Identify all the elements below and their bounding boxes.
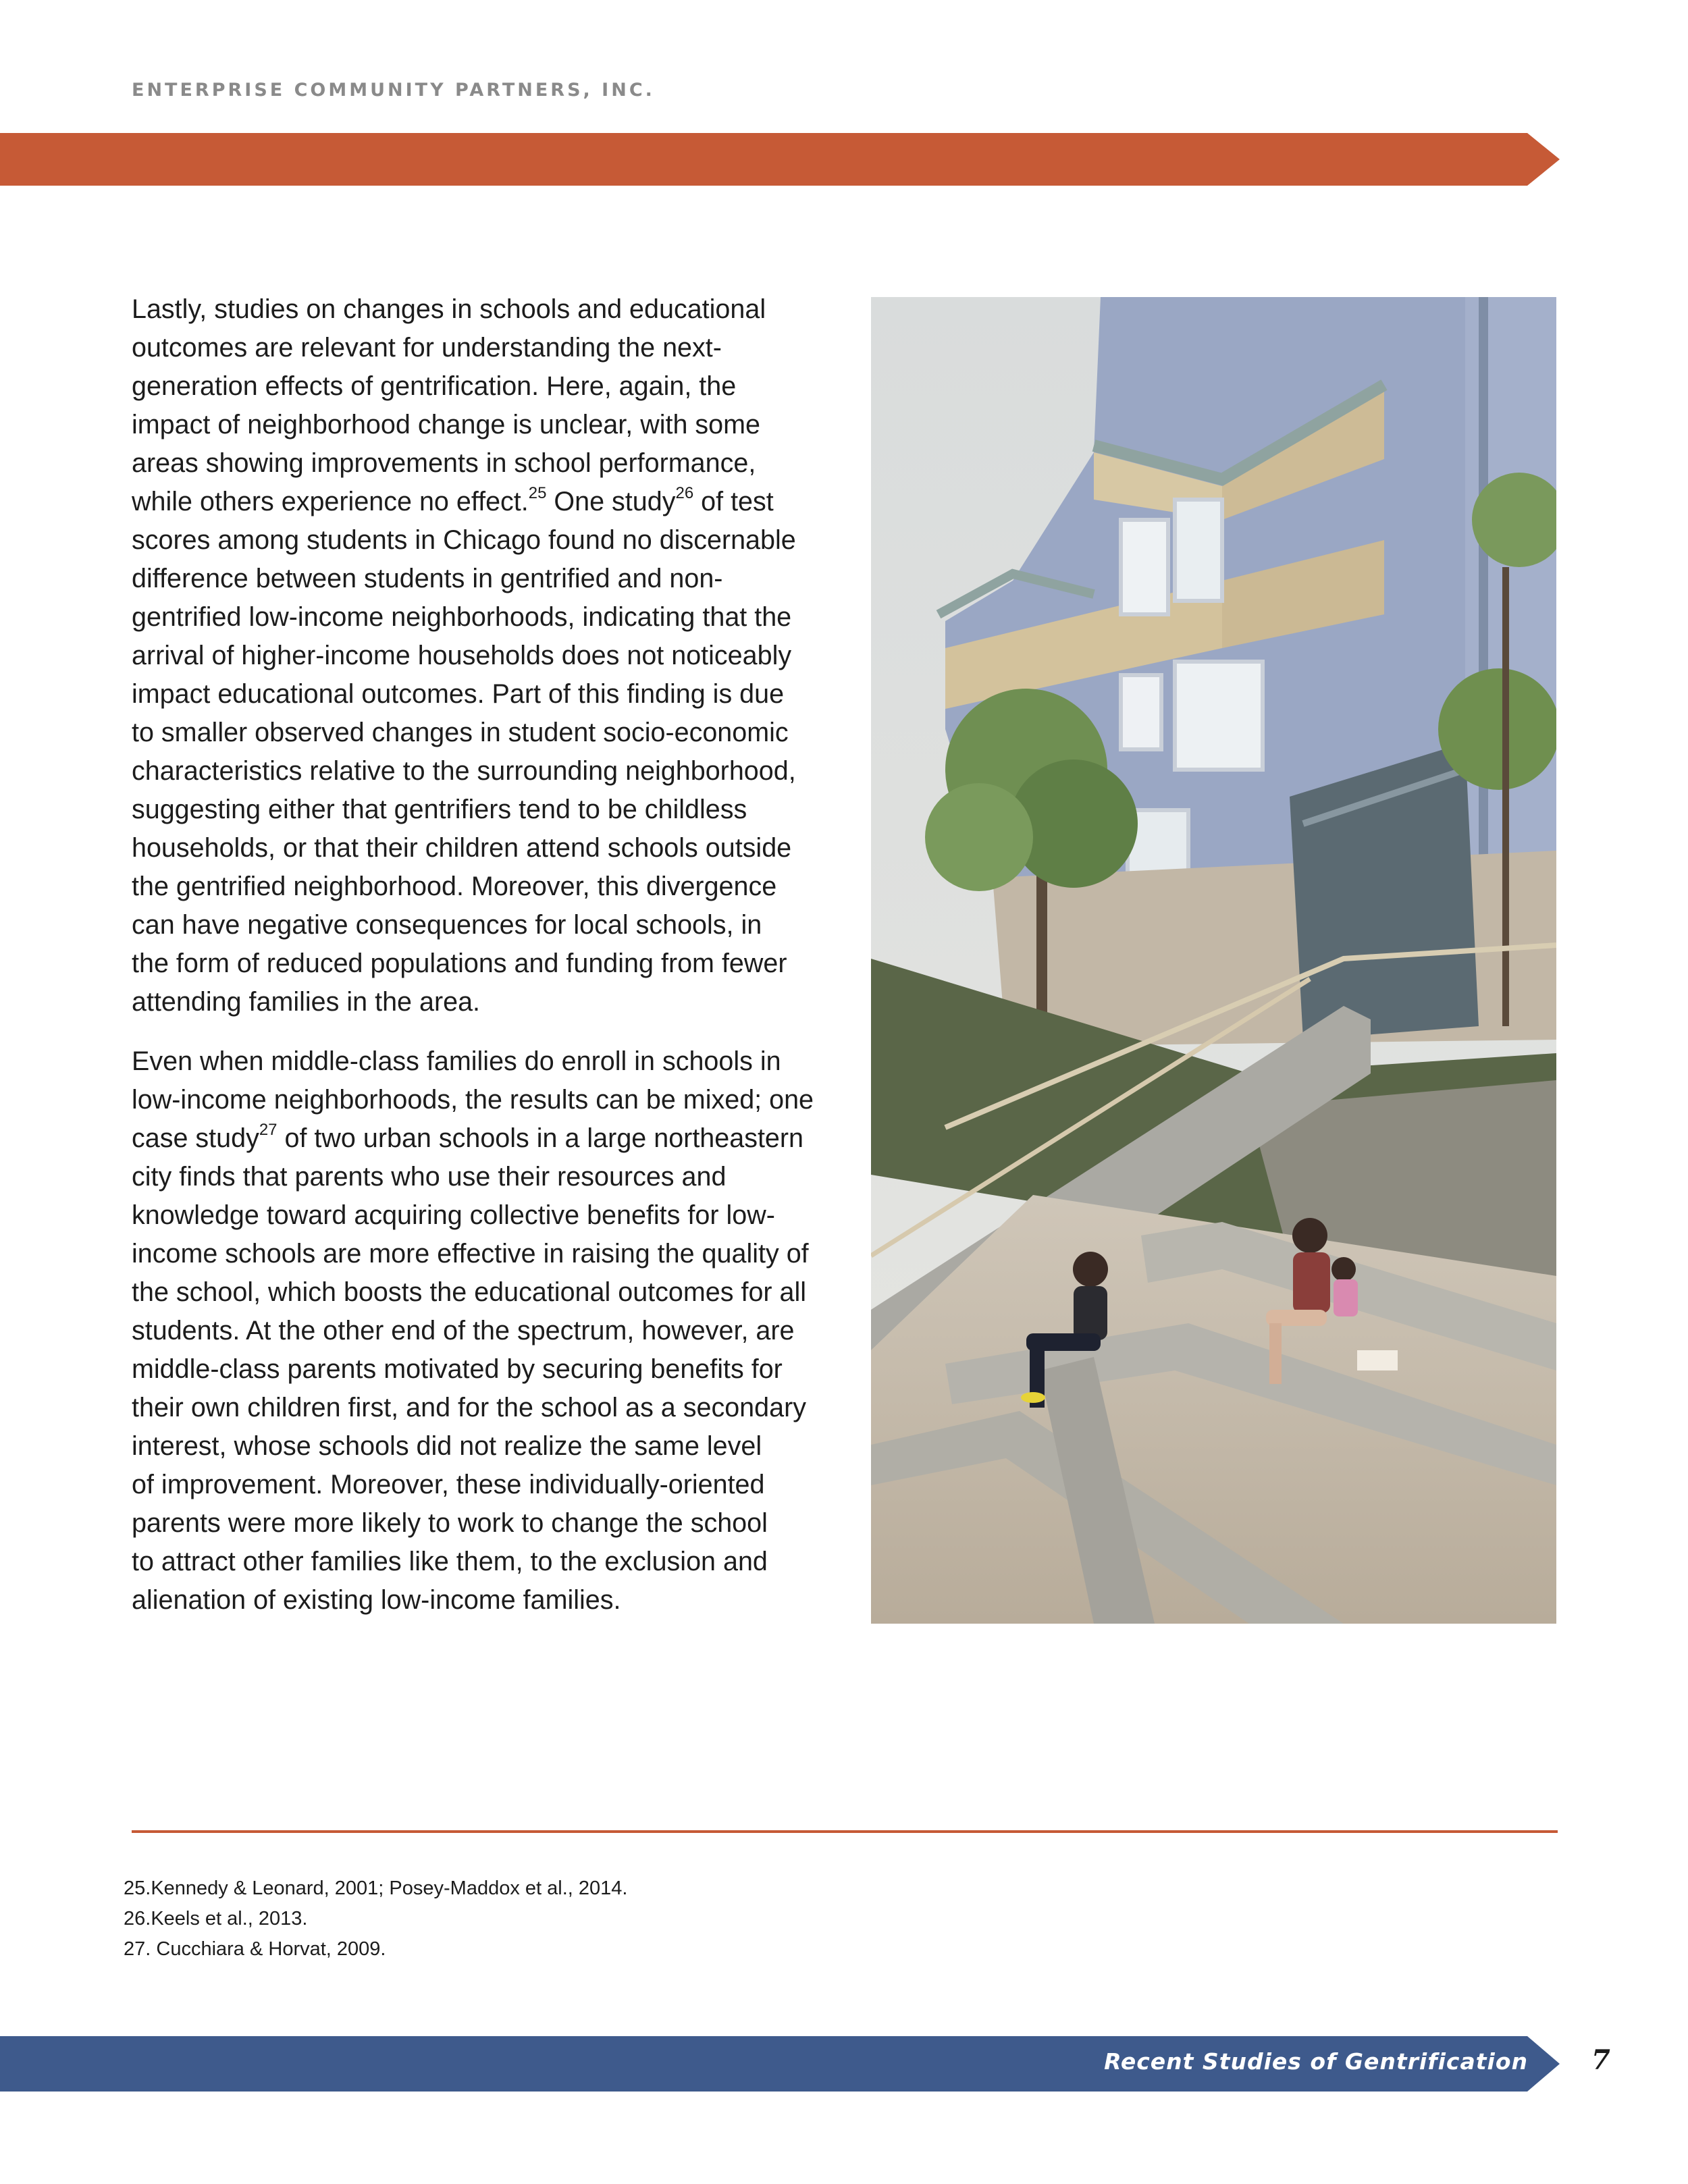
building-stairs-photo bbox=[871, 297, 1556, 1624]
text-line: middle-class parents motivated by securing benefits for bbox=[132, 1354, 783, 1384]
text-line: scores among students in Chicago found no discernable bbox=[132, 525, 796, 555]
text-line: parents were more likely to work to change the school bbox=[132, 1508, 768, 1538]
text-line: the form of reduced populations and funding from fewer bbox=[132, 949, 787, 978]
text-line: low-income neighborhoods, the results can be mixed; one bbox=[132, 1085, 814, 1115]
text-line: knowledge toward acquiring collective benefits for low- bbox=[132, 1200, 775, 1230]
text-segment: while others experience no effect. bbox=[132, 487, 529, 516]
text-line: income schools are more effective in raising the quality of bbox=[132, 1239, 809, 1269]
footnote-ref: 25 bbox=[528, 483, 547, 502]
footnote-26: 26.Keels et al., 2013. bbox=[124, 1908, 308, 1929]
text-line: characteristics relative to the surrounding neighborhood, bbox=[132, 756, 796, 786]
organization-name: ENTERPRISE COMMUNITY PARTNERS, INC. bbox=[132, 80, 655, 101]
page-number: 7 bbox=[1591, 2044, 1610, 2076]
text-line: attending families in the area. bbox=[132, 987, 481, 1017]
text-line: outcomes are relevant for understanding the next- bbox=[132, 333, 722, 363]
text-line bbox=[132, 483, 827, 521]
paragraph-2 bbox=[132, 1042, 827, 1620]
footnote-divider bbox=[132, 1830, 1558, 1833]
section-title: Recent Studies of Gentrification bbox=[1104, 2048, 1528, 2075]
text-line: alienation of existing low-income families. bbox=[132, 1585, 621, 1615]
text-line: city finds that parents who use their resources and bbox=[132, 1162, 727, 1192]
text-line: students. At the other end of the spectrum, however, are bbox=[132, 1316, 795, 1346]
text-segment: of two urban schools in a large northeastern bbox=[277, 1123, 804, 1153]
text-line: can have negative consequences for local schools, in bbox=[132, 910, 762, 940]
text-line: gentrified low-income neighborhoods, indicating that the bbox=[132, 602, 792, 632]
text-line: impact of neighborhood change is unclear, with some bbox=[132, 410, 761, 440]
text-line: arrival of higher-income households does not noticeably bbox=[132, 641, 792, 670]
footnote-ref: 27 bbox=[259, 1120, 278, 1139]
text-line: impact educational outcomes. Part of this finding is due bbox=[132, 679, 785, 709]
text-segment: of test bbox=[693, 487, 774, 516]
text-line: Even when middle-class families do enroll in schools in bbox=[132, 1046, 781, 1076]
text-line: their own children first, and for the school as a secondary bbox=[132, 1393, 806, 1422]
text-line bbox=[132, 1119, 827, 1158]
footnote-25: 25.Kennedy & Leonard, 2001; Posey-Maddox et al., 2014. bbox=[124, 1877, 628, 1899]
text-line: households, or that their children attend schools outside bbox=[132, 833, 792, 863]
text-line: the school, which boosts the educational outcomes for all bbox=[132, 1277, 807, 1307]
text-line: areas showing improvements in school performance, bbox=[132, 448, 756, 478]
body-text bbox=[132, 290, 827, 1641]
text-line: generation effects of gentrification. Here, again, the bbox=[132, 371, 737, 401]
text-line: interest, whose schools did not realize the same level bbox=[132, 1431, 762, 1461]
text-line: suggesting either that gentrifiers tend to be childless bbox=[132, 795, 747, 824]
text-segment: One study bbox=[546, 487, 676, 516]
header-arrow-band bbox=[0, 133, 1560, 186]
footnotes bbox=[124, 1873, 627, 1965]
header-arrow-shape bbox=[0, 133, 1560, 186]
text-line: to smaller observed changes in student socio-economic bbox=[132, 718, 789, 747]
text-line: the gentrified neighborhood. Moreover, this divergence bbox=[132, 872, 777, 901]
footnote-ref: 26 bbox=[675, 483, 694, 502]
text-segment: case study bbox=[132, 1123, 259, 1153]
text-line: Lastly, studies on changes in schools and educational bbox=[132, 294, 766, 324]
footnote-27: 27. Cucchiara & Horvat, 2009. bbox=[124, 1938, 386, 1960]
text-line: difference between students in gentrified and non- bbox=[132, 564, 723, 593]
paragraph-1 bbox=[132, 290, 827, 1021]
text-line: of improvement. Moreover, these individually-oriented bbox=[132, 1470, 765, 1499]
text-line: to attract other families like them, to the exclusion and bbox=[132, 1547, 768, 1576]
